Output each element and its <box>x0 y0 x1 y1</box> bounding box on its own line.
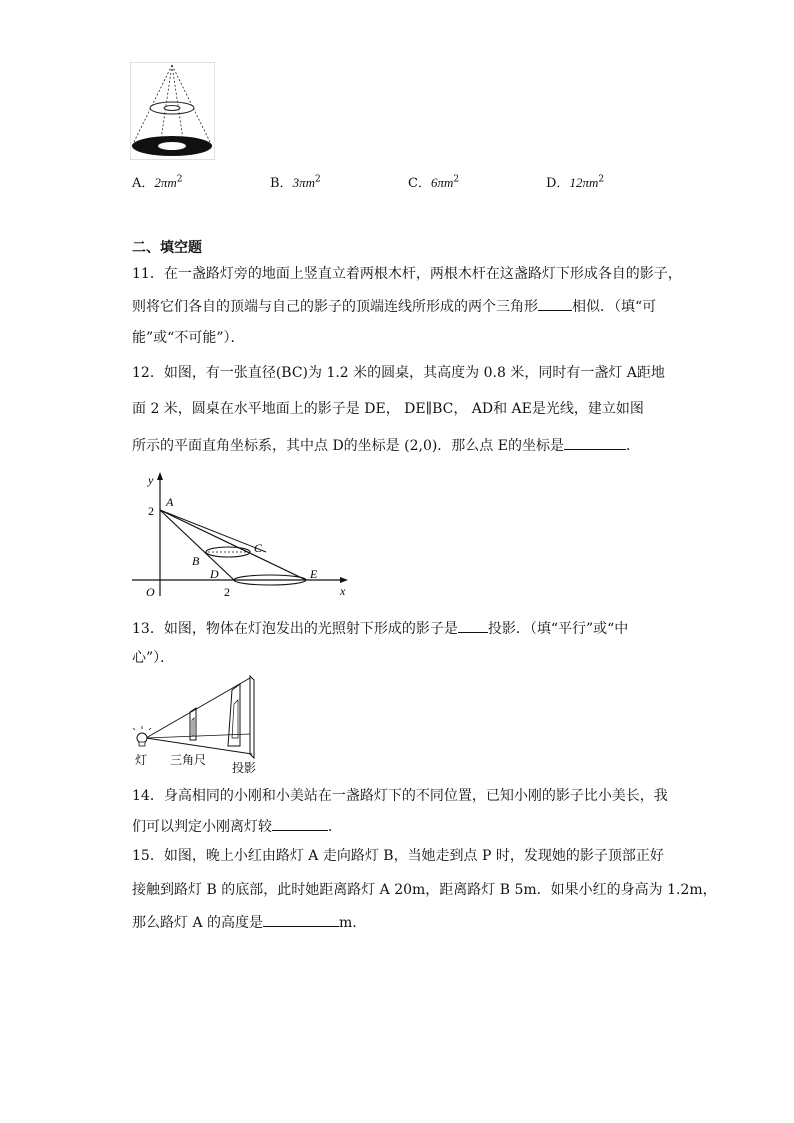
option-b[interactable]: B．$3\pi m^2$ <box>270 174 321 191</box>
q15-line3: 那么路灯 A 的高度是 m. <box>132 912 357 933</box>
label-e: E <box>310 567 318 581</box>
label-origin: O <box>146 585 155 599</box>
label-x: x <box>340 584 346 598</box>
q12-line2: 面 2 米，圆桌在水平地面上的影子是 DE， DE∥BC， AD和 AE是光线，建立如图 <box>132 401 644 417</box>
q13-line1: 13．如图，物体在灯泡发出的光照射下形成的影子是 投影．（填“平行”或“中 <box>132 618 628 639</box>
q12-line1: 12．如图，有一张直径(BC)为 1.2 米的圆桌，其高度为 0.8 米，同时有一盏灯 A距地 <box>132 365 665 381</box>
q14-line1: 14．身高相同的小刚和小美站在一盏路灯下的不同位置，已知小刚的影子比小美长，我 <box>132 788 668 804</box>
q15-answer-blank[interactable] <box>263 912 339 927</box>
q11-line1: 11．在一盏路灯旁的地面上竖直立着两根木杆，两根木杆在这盏路灯下形成各自的影子， <box>132 266 682 282</box>
q11-answer-blank[interactable] <box>538 296 572 311</box>
q15-line1: 15．如图，晚上小红由路灯 A 走向路灯 B，当她走到点 P 时，发现她的影子顶部正好 <box>132 848 664 864</box>
label-b: B <box>192 554 200 568</box>
option-d[interactable]: D．$12\pi m^2$ <box>546 174 605 191</box>
q14-line2: 们可以判定小刚离灯较 ． <box>132 816 342 837</box>
label-ruler: 三角尺 <box>170 753 207 767</box>
q11-line3: 能”或“不可能”）． <box>132 330 245 346</box>
q12-answer-blank[interactable] <box>564 435 626 450</box>
label-shadow: 投影 <box>232 761 257 775</box>
q14-answer-blank[interactable] <box>272 816 328 831</box>
option-c[interactable]: C．$6\pi m^2$ <box>408 174 460 191</box>
label-d: D <box>210 567 219 581</box>
cone-figure <box>130 62 215 160</box>
section-title: 二、填空题 <box>132 240 202 256</box>
label-y: y <box>148 473 154 487</box>
q12-line3: 所示的平面直角坐标系，其中点 D的坐标是 (2,0)．那么点 E的坐标是 ． <box>132 435 640 456</box>
q13-projection-figure <box>132 672 272 778</box>
triangle-ruler <box>190 708 196 740</box>
label-lamp: 灯 <box>135 753 148 767</box>
label-y-tick: 2 <box>148 504 154 518</box>
q12-coordinate-figure <box>128 470 353 602</box>
q11-line2: 则将它们各自的顶端与自己的影子的顶端连线所形成的两个三角形 相似．（填“可 <box>132 296 656 317</box>
label-a: A <box>166 495 174 509</box>
projection-screen <box>250 676 254 758</box>
bulb-icon <box>133 726 151 746</box>
label-x-tick: 2 <box>224 585 230 599</box>
label-c: C <box>254 541 263 555</box>
q13-line2: 心”）． <box>132 650 175 666</box>
option-a[interactable]: A．$2\pi m^2$ <box>132 174 183 191</box>
q13-answer-blank[interactable] <box>458 618 488 633</box>
q15-line2: 接触到路灯 B 的底部，此时她距离路灯 A 20m，距离路灯 B 5m．如果小红的身高为 1.2m， <box>132 882 717 898</box>
